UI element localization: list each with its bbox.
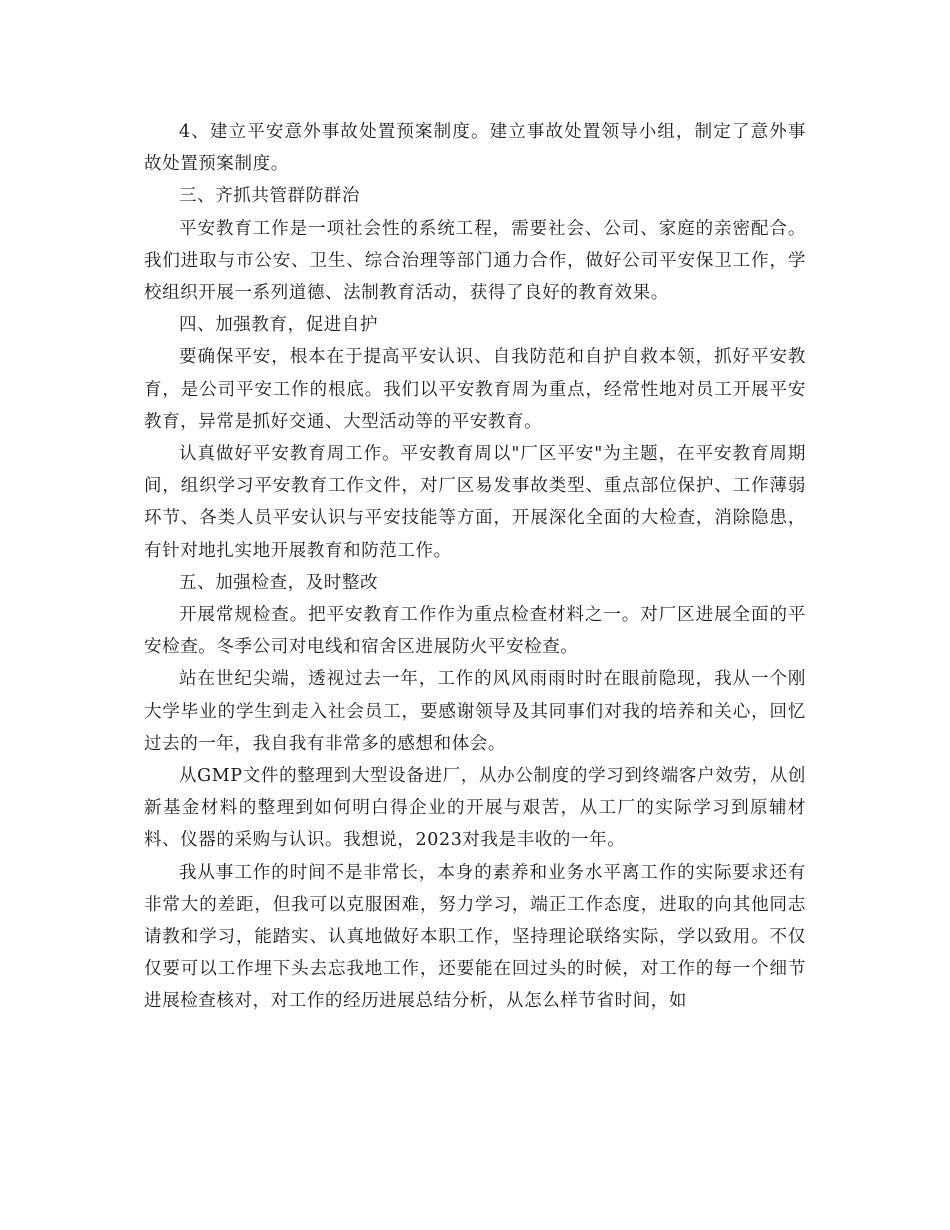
paragraph-emergency-plan: 4、建立平安意外事故处置预案制度。建立事故处置领导小组，制定了意外事故处置预案制度。: [144, 122, 806, 175]
heading-section-3: 三、齐抓共管群防群治: [179, 186, 360, 207]
paragraph-routine-inspection: 开展常规检查。把平安教育工作作为重点检查材料之一。对厂区进展全面的平安检查。冬季公司对电线和宿舍区进展防火平安检查。: [144, 605, 806, 658]
paragraph-self-reflection: 我从事工作的时间不是非常长，本身的素养和业务水平离工作的实际要求还有非常大的差距，但我可以克服困难，努力学习，端正工作态度，进取的向其他同志请教和学习，能踏实、认真地做好本职工作，坚持理论联络实际，学以致用。不仅仅要可以工作埋下头去忘我地工作，还要能在回过头的时候，对工作的每一个细节进展检查核对，对工作的经历进展总结分析，从怎么样节省时间，如: [144, 862, 806, 1012]
document-body: [144, 116, 806, 1018]
paragraph-year-review: 站在世纪尖端，透视过去一年，工作的风风雨雨时时在眼前隐现，我从一个刚大学毕业的学生到走入社会员工，要感谢领导及其同事们对我的培养和关心，回忆过去的一年，我自我有非常多的感想和体会。: [144, 669, 806, 754]
paragraph-social-cooperation: 平安教育工作是一项社会性的系统工程，需要社会、公司、家庭的亲密配合。我们进取与市公安、卫生、综合治理等部门通力合作，做好公司平安保卫工作，学校组织开展一系列道德、法制教育活动，获得了良好的教育效果。: [144, 218, 806, 304]
paragraph-education-week: 认真做好平安教育周工作。平安教育周以"厂区平安"为主题，在平安教育周期间，组织学习平安教育工作文件，对厂区易发事故类型、重点部位保护、工作薄弱环节、各类人员平安认识与平安技能等方面，开展深化全面的大检查，消除隐患，有针对地扎实地开展教育和防范工作。: [144, 444, 806, 561]
paragraph-gmp-work: 从GMP文件的整理到大型设备进厂，从办公制度的学习到终端客户效劳，从创新基金材料的整理到如何明白得企业的开展与艰苦，从工厂的实际学习到原辅材料、仪器的采购与认识。我想说，2023对我是丰收的一年。: [144, 766, 806, 851]
paragraph-safety-education: 要确保平安，根本在于提高平安认识、自我防范和自护自救本领，抓好平安教育，是公司平安工作的根底。我们以平安教育周为重点，经常性地对员工开展平安教育，异常是抓好交通、大型活动等的平安教育。: [144, 347, 806, 432]
heading-section-5: 五、加强检查，及时整改: [179, 572, 379, 593]
heading-section-4: 四、加强教育，促进自护: [179, 315, 379, 336]
